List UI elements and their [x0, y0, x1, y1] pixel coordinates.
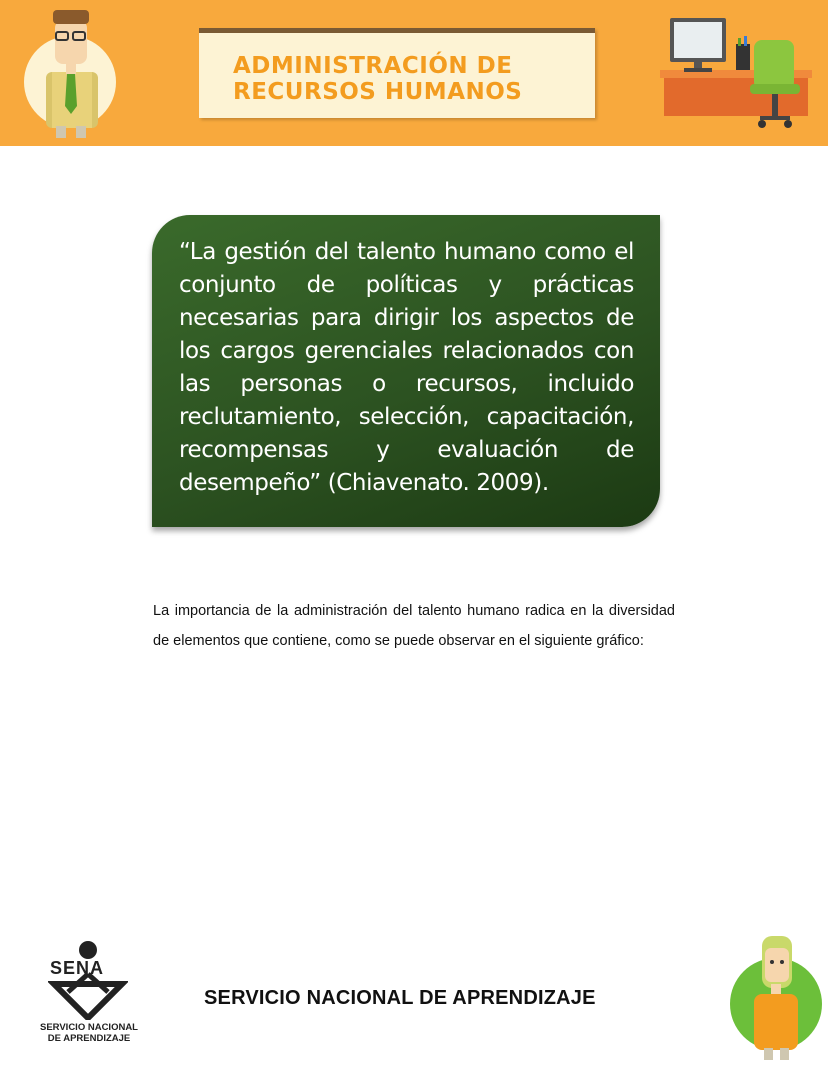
man-character-icon — [22, 6, 122, 142]
header-title-box — [199, 28, 595, 118]
sena-emblem-icon — [48, 940, 128, 1020]
sena-wordmark: SENA — [50, 958, 105, 978]
office-desk-icon — [660, 14, 812, 134]
sena-subtitle — [30, 1022, 148, 1044]
page-title — [233, 53, 522, 105]
quote-box — [152, 215, 660, 527]
woman-character-icon — [728, 928, 824, 1064]
title-line-1: ADMINISTRACIÓN DE — [233, 53, 513, 79]
header-banner — [0, 0, 828, 146]
quote-text: “La gestión del talento humano como el conjunto de políticas y prácticas necesarias para dirigir los aspectos de los cargos gerenciales relacionados con las personas o recursos, incluido reclutamiento, selección, capacitación, recompensas y evaluación de desempeño” (Chiavenato. 2009). — [179, 239, 634, 496]
sena-sub-line-2: DE APRENDIZAJE — [47, 1033, 131, 1044]
footer-title: SERVICIO NACIONAL DE APRENDIZAJE — [204, 987, 596, 1009]
body-paragraph: La importancia de la administración del talento humano radica en la diversidad de elementos que contiene, como se puede observar en el siguiente gráfico: — [153, 603, 675, 649]
title-line-2: RECURSOS HUMANOS — [233, 79, 523, 105]
sena-logo — [30, 940, 150, 1050]
sena-sub-line-1: SERVICIO NACIONAL — [39, 1022, 138, 1033]
